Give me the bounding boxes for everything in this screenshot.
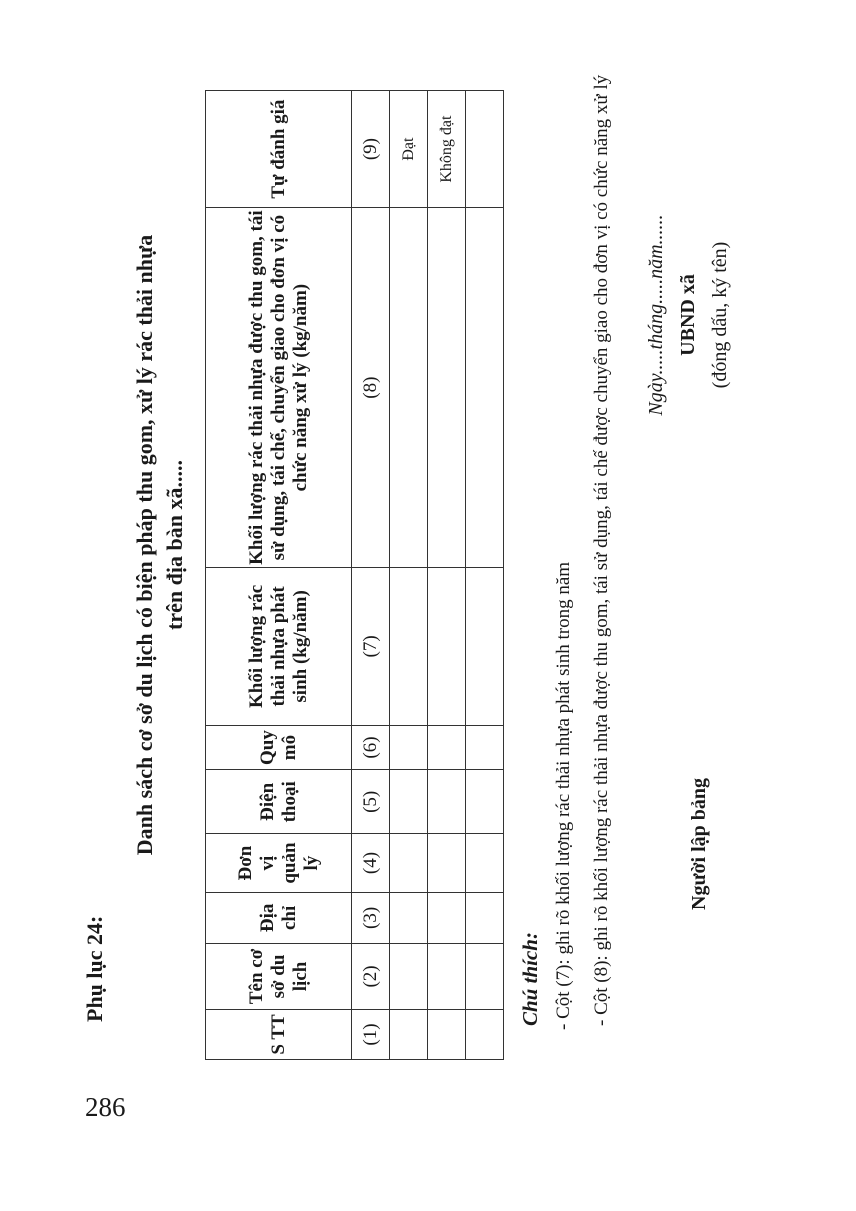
col-header-phone: Điện thoại bbox=[206, 770, 352, 834]
table-cell bbox=[428, 208, 466, 568]
table-cell bbox=[390, 1009, 428, 1059]
table-cell bbox=[466, 1009, 504, 1059]
signature-organization: UBND xã bbox=[677, 274, 699, 356]
table-cell bbox=[466, 834, 504, 893]
appendix-label: Phụ lục 24: bbox=[82, 915, 107, 1022]
col-header-waste-generated: Khối lượng rác thải nhựa phát sinh (kg/năm) bbox=[206, 568, 352, 726]
authority-signature-block bbox=[640, 150, 736, 480]
title-line-1: Danh sách cơ sở du lịch có biện pháp thu gom, xử lý rác thải nhựa bbox=[132, 234, 157, 856]
signature-instruction: (đóng dấu, ký tên) bbox=[709, 241, 731, 389]
table-row bbox=[428, 91, 466, 1060]
col-header-scale: Quy mô bbox=[206, 725, 352, 770]
table-cell bbox=[428, 725, 466, 770]
col-header-self-assessment: Tự đánh giá bbox=[206, 91, 352, 208]
col-header-stt: S TT bbox=[206, 1009, 352, 1059]
table-row bbox=[466, 91, 504, 1060]
index-cell: (6) bbox=[352, 725, 390, 770]
table-cell bbox=[466, 892, 504, 943]
index-cell: (2) bbox=[352, 943, 390, 1009]
table-index-row bbox=[352, 91, 390, 1060]
document-title bbox=[130, 70, 190, 1020]
table-cell bbox=[466, 725, 504, 770]
note-column-8: - Cột (8): ghi rõ khối lượng rác thải nhựa được thu gom, tái sử dụng, tái chế được chuyển giao cho đơn vị có chức năng xử lý bbox=[591, 74, 612, 1026]
index-cell: (8) bbox=[352, 208, 390, 568]
facility-table bbox=[205, 90, 504, 1060]
table-cell bbox=[390, 208, 428, 568]
index-cell: (5) bbox=[352, 770, 390, 834]
table-cell bbox=[390, 568, 428, 726]
table-cell bbox=[428, 892, 466, 943]
table-cell bbox=[428, 770, 466, 834]
col-header-facility-name: Tên cơ sở du lịch bbox=[206, 943, 352, 1009]
col-header-managing-unit: Đơn vị quản lý bbox=[206, 834, 352, 893]
table-cell bbox=[466, 91, 504, 208]
table-cell bbox=[428, 943, 466, 1009]
table-cell bbox=[390, 834, 428, 893]
index-cell: (3) bbox=[352, 892, 390, 943]
table-cell bbox=[390, 770, 428, 834]
table-cell bbox=[390, 943, 428, 1009]
col-header-waste-collected: Khối lượng rác thải nhựa được thu gom, tái sử dụng, tái chế, chuyển giao cho đơn vị có chức năng xử lý (kg/năm) bbox=[206, 208, 352, 568]
table-cell bbox=[466, 770, 504, 834]
table-cell bbox=[466, 568, 504, 726]
table-cell bbox=[428, 568, 466, 726]
rotated-landscape-content bbox=[70, 30, 731, 1060]
preparer-signature-label: Người lập bảng bbox=[688, 777, 710, 910]
signature-date-line: Ngày.....tháng.....năm...... bbox=[645, 214, 667, 416]
index-cell: (1) bbox=[352, 1009, 390, 1059]
assessment-fail-cell: Không đạt bbox=[428, 91, 466, 208]
col-header-address: Địa chỉ bbox=[206, 892, 352, 943]
table-row bbox=[390, 91, 428, 1060]
note-column-7: - Cột (7): ghi rõ khối lượng rác thải nhựa phát sinh trong năm bbox=[553, 561, 574, 1030]
table-cell bbox=[390, 725, 428, 770]
index-cell: (9) bbox=[352, 91, 390, 208]
table-header-row bbox=[206, 91, 352, 1060]
index-cell: (7) bbox=[352, 568, 390, 726]
title-line-2: trên địa bàn xã..... bbox=[162, 460, 187, 630]
table-cell bbox=[428, 1009, 466, 1059]
table-cell bbox=[390, 892, 428, 943]
notes-heading: Chú thích: bbox=[518, 932, 542, 1026]
table-cell bbox=[466, 943, 504, 1009]
page-number: 286 bbox=[85, 1092, 126, 1122]
table-cell bbox=[428, 834, 466, 893]
assessment-pass-cell: Đạt bbox=[390, 91, 428, 208]
table-cell bbox=[466, 208, 504, 568]
index-cell: (4) bbox=[352, 834, 390, 893]
